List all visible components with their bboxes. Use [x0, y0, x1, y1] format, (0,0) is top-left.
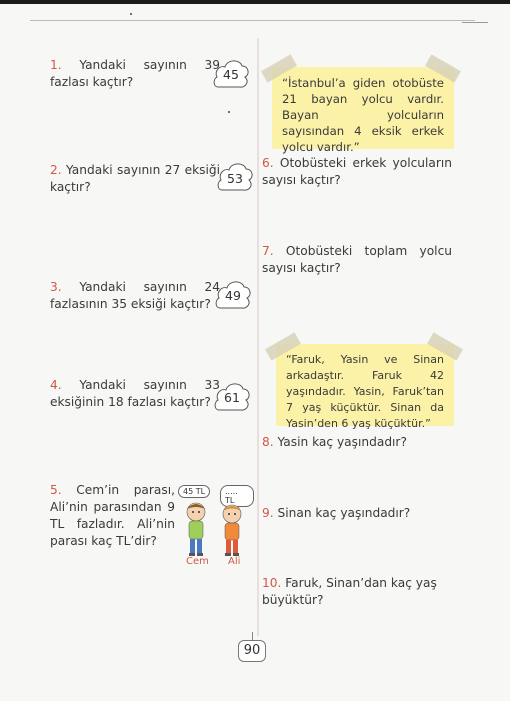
ali-label: Ali	[228, 556, 241, 567]
number-cloud-53: 53	[216, 160, 254, 194]
kids-illustration	[178, 482, 254, 572]
cem-money-bubble: 45 TL	[178, 485, 210, 498]
top-edge-bar	[0, 0, 510, 4]
question-number: 1.	[50, 58, 62, 72]
sticky-note-bus: “İstanbul’a giden otobüste 21 bayan yolcu vardır. Bayan yolcuların sayısından 4 eksik erkek yolcu vardır.”	[272, 67, 454, 149]
page-number: 90	[238, 640, 266, 662]
question-10: 10. Faruk, Sinan’dan kaç yaş büyüktür?	[262, 576, 437, 607]
column-divider	[257, 38, 259, 636]
question-5: 5. Cem’in parası, Ali’nin parasından 9 TL fazladır. Ali’nin parası kaç TL’dir?	[50, 483, 175, 548]
question-8: 8. Yasin kaç yaşındadır?	[262, 435, 407, 449]
question-7: 7. Otobüsteki toplam yolcu sayısı kaçtır?	[262, 244, 452, 275]
question-6: 6. Otobüsteki erkek yolcuların sayısı kaçtır?	[262, 156, 452, 187]
number-cloud-61: 61	[213, 380, 251, 414]
speck	[228, 111, 230, 113]
number-cloud-45: 45	[212, 57, 250, 91]
header-rule	[30, 20, 475, 21]
number-cloud-49: 49	[214, 278, 252, 312]
header-rule-short	[462, 22, 488, 23]
question-text: Yandaki sayının 39 fazlası kaçtır?	[50, 58, 220, 89]
speck	[130, 13, 132, 15]
cem-label: Cem	[186, 556, 209, 567]
question-1	[50, 57, 220, 91]
question-4: 4. Yandaki sayının 33 eksiğinin 18 fazlası kaçtır?	[50, 378, 220, 409]
question-3: 3. Yandaki sayının 24 fazlasının 35 eksiği kaçtır?	[50, 280, 220, 311]
question-9: 9. Sinan kaç yaşındadır?	[262, 506, 411, 520]
sticky-note-friends: “Faruk, Yasin ve Sinan arkadaştır. Faruk 42 yaşındadır. Yasin, Faruk’tan 7 yaş küçüktür. Sinan da Yasin’den 6 yaş küçüktür.”	[276, 344, 454, 426]
question-2: 2. Yandaki sayının 27 eksiği kaçtır?	[50, 163, 221, 194]
ali-money-bubble: ..... TL	[220, 485, 254, 507]
